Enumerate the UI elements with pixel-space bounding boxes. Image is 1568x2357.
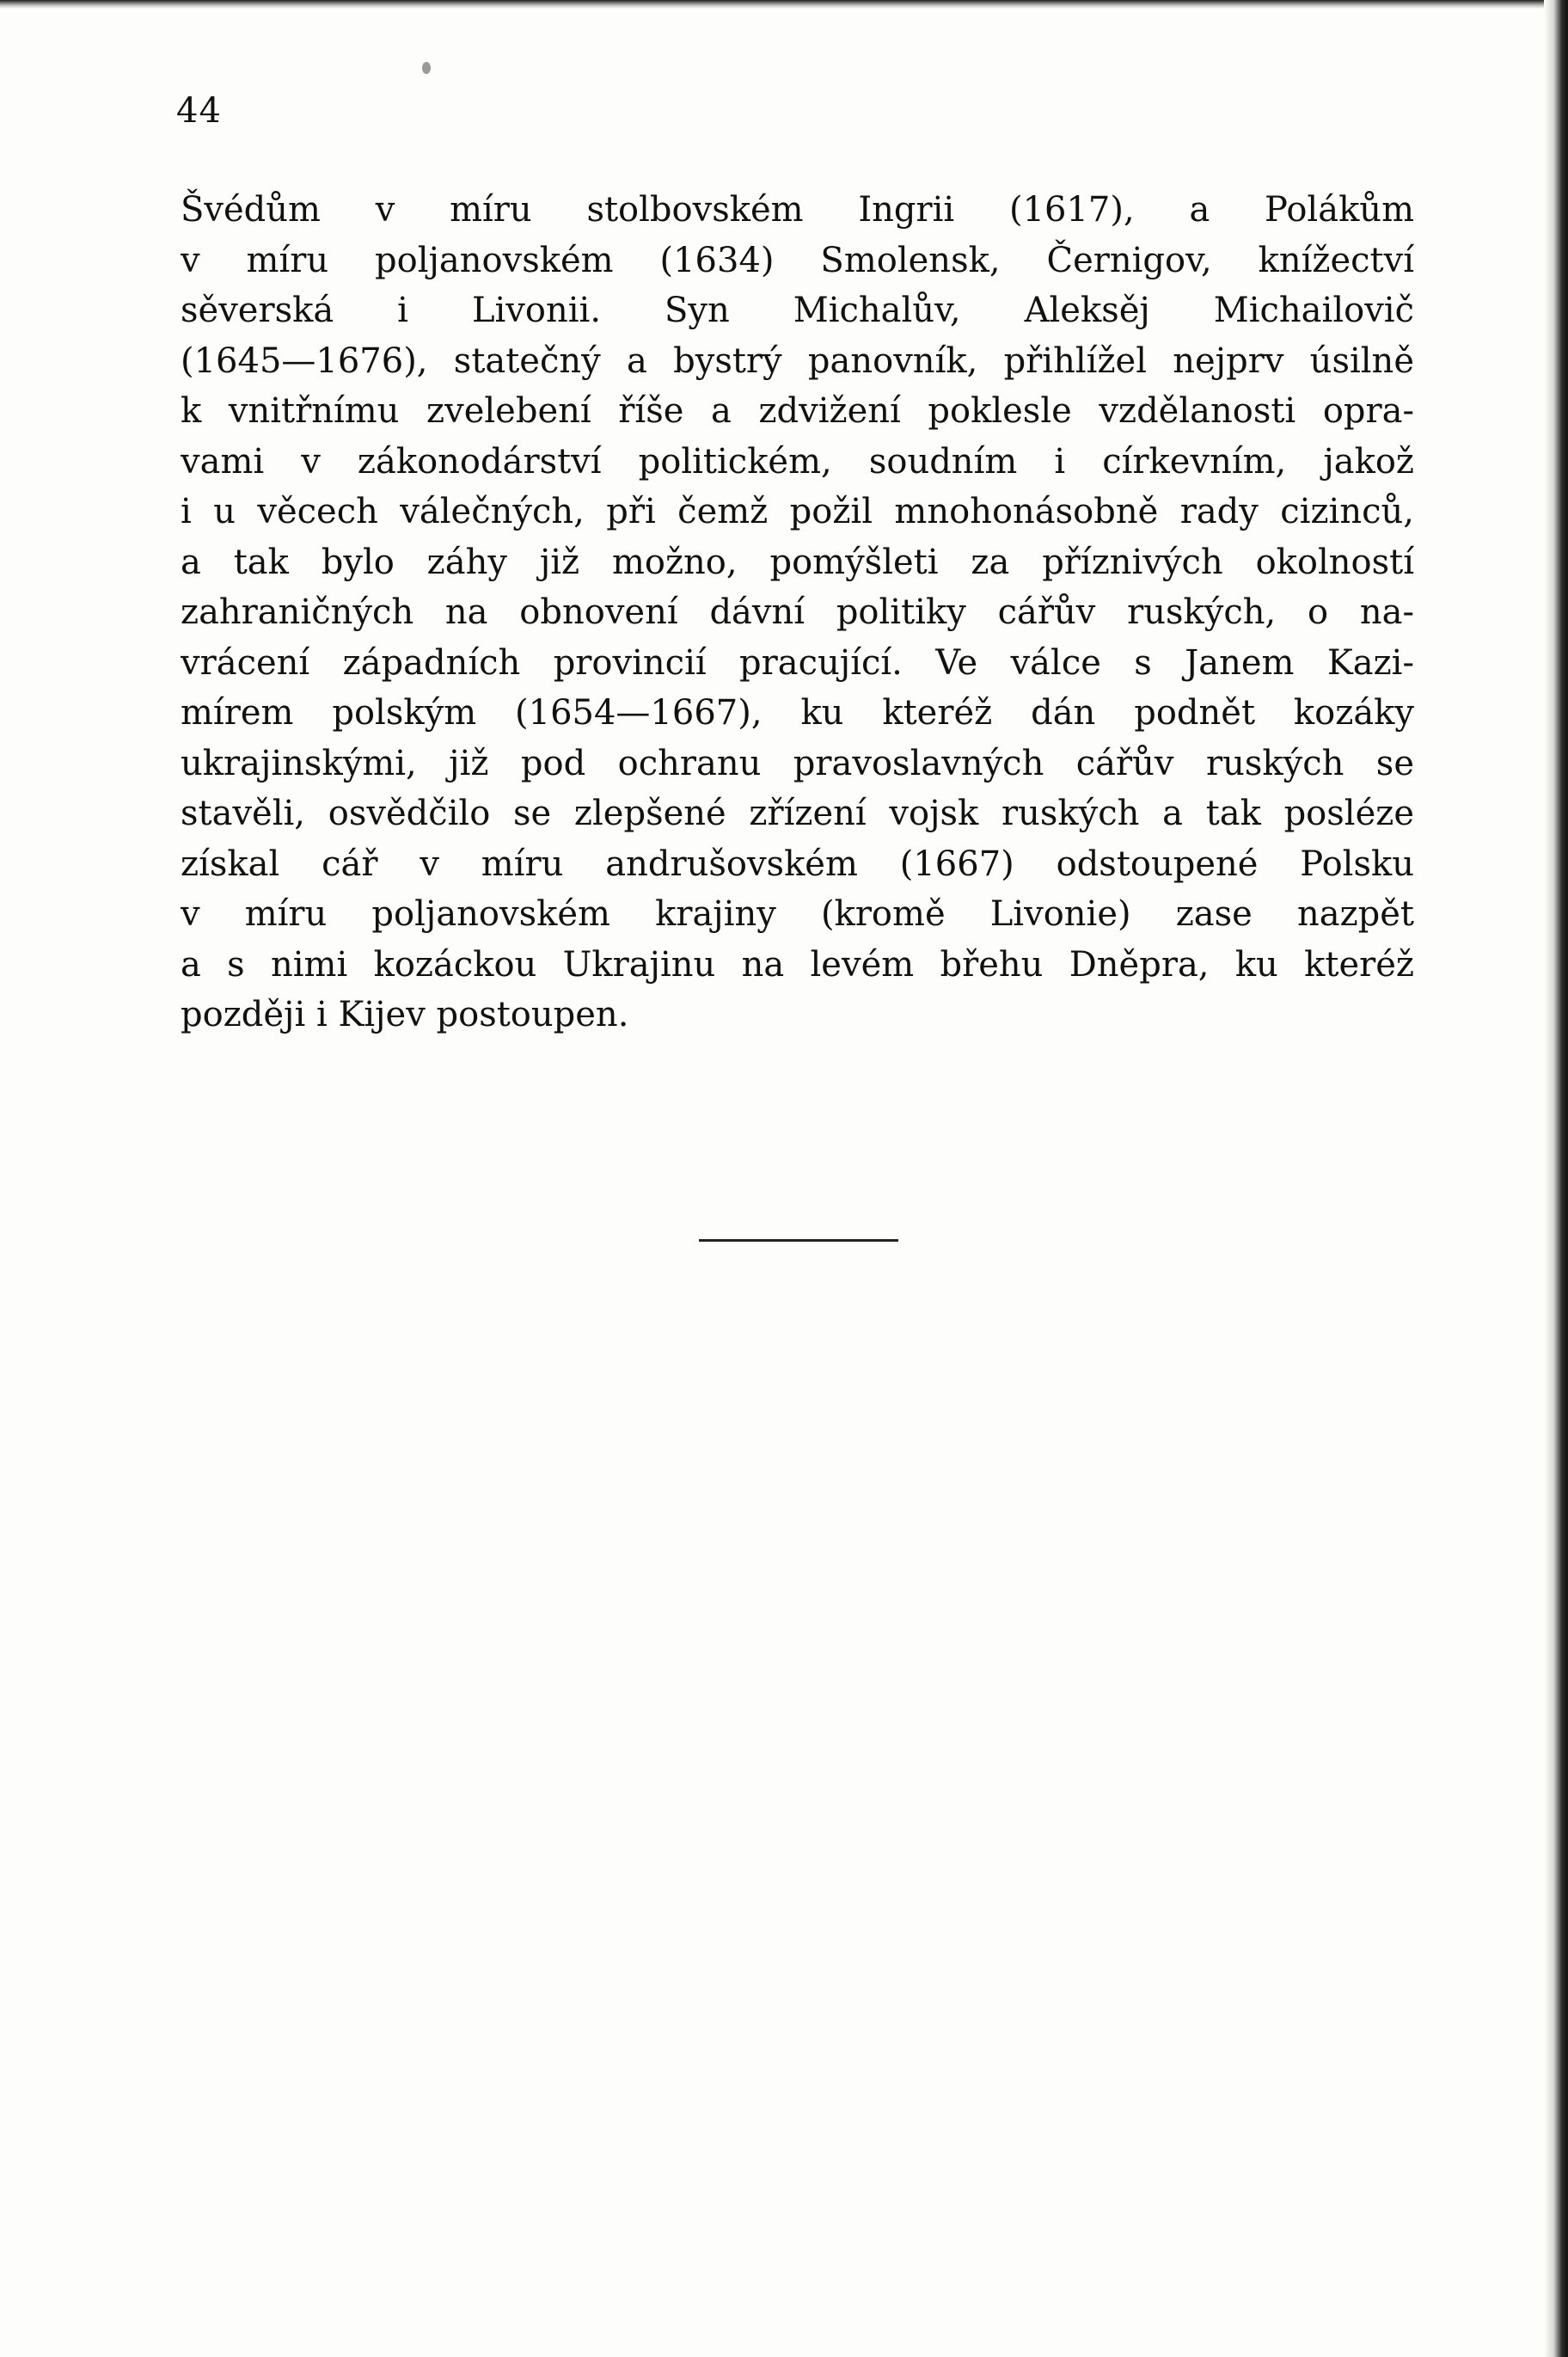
text-line: mírem polským (1654—1667), ku kteréž dán podnět kozáky <box>181 693 1414 733</box>
text-line: získal cář v míru andrušovském (1667) odstoupené Polsku <box>181 844 1414 884</box>
text-line: a s nimi kozáckou Ukrajinu na levém břehu Dněpra, ku kteréž <box>181 944 1414 985</box>
text-line: (1645—1676), statečný a bystrý panovník, přihlížel nejprv úsilně <box>181 341 1414 381</box>
text-line: vami v zákonodárství politickém, soudním i církevním, jakož <box>181 441 1414 482</box>
text-line: ukrajinskými, již pod ochranu pravoslavných cářův ruských se <box>181 743 1414 783</box>
text-line: a tak bylo záhy již možno, pomýšleti za příznivých okolností <box>181 542 1414 582</box>
section-end-rule <box>699 1239 898 1242</box>
text-line: sěverská i Livonii. Syn Michalův, Aleksěj Michailovič <box>181 291 1414 330</box>
text-line: v míru poljanovském krajiny (kromě Livonie) zase nazpět <box>181 894 1414 934</box>
body-text <box>181 185 1414 1040</box>
scan-right-edge <box>1544 0 1568 2357</box>
page-number: 44 <box>176 91 222 131</box>
text-line: zahraničných na obnovení dávní politiky cářův ruských, o na- <box>181 592 1414 632</box>
text-line: v míru poljanovském (1634) Smolensk, Černigov, knížectví <box>181 240 1414 280</box>
scan-speck <box>422 62 431 74</box>
text-line: Švédům v míru stolbovském Ingrii (1617), a Polákům <box>181 190 1414 230</box>
text-line: k vnitřnímu zvelebení říše a zdvižení poklesle vzdělanosti opra- <box>181 391 1414 431</box>
text-line: vrácení západních provincií pracující. Ve válce s Janem Kazi- <box>181 642 1414 683</box>
text-line: později i Kijev postoupen. <box>181 995 629 1034</box>
text-line: stavěli, osvědčilo se zlepšené zřízení vojsk ruských a tak posléze <box>181 794 1414 833</box>
scan-top-edge <box>0 0 1568 9</box>
text-line: i u věcech válečných, při čemž požil mnohonásobně rady cizinců, <box>181 492 1414 531</box>
